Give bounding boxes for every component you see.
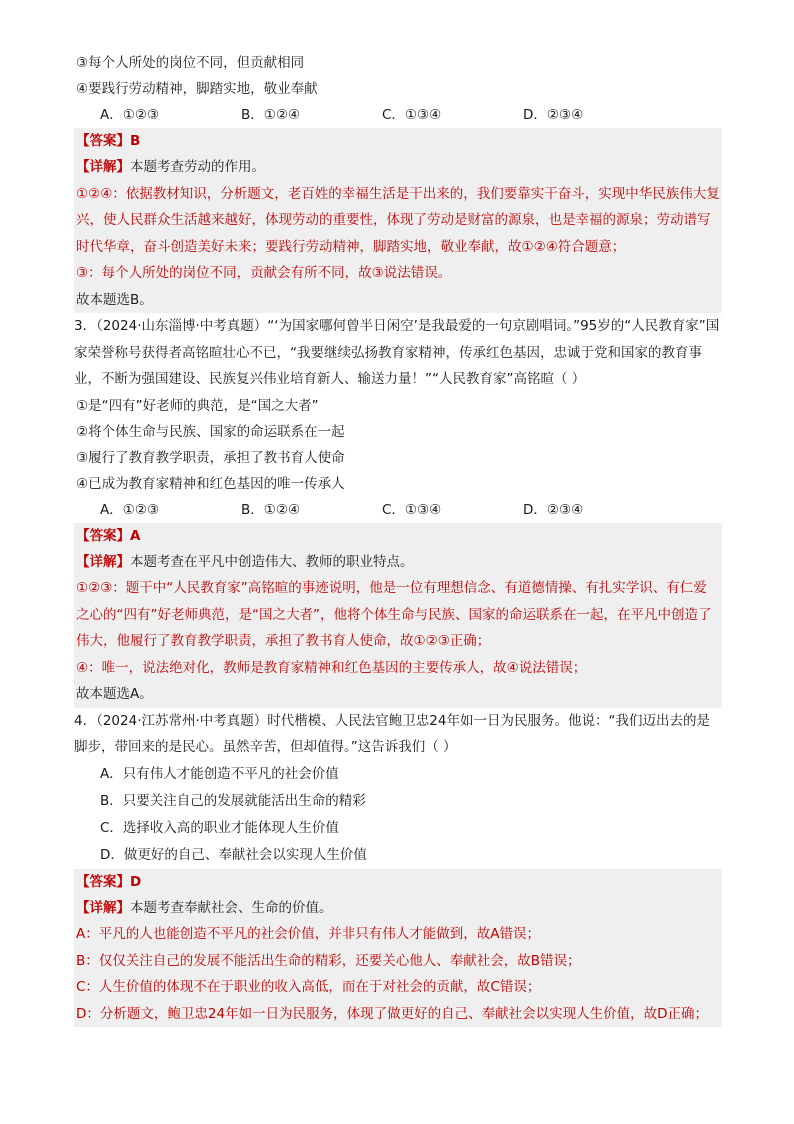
q4-option-c: C．选择收入高的职业才能体现人生价值 — [100, 819, 339, 836]
content-area — [74, 50, 722, 1027]
q3-choice-b: B．①②④ — [241, 501, 301, 518]
q3-detail-text: 本题考查在平凡中创造伟大、教师的职业特点。 — [130, 553, 414, 570]
q4-explanation — [74, 895, 722, 1028]
q3-choices — [74, 497, 722, 523]
q4-option-d: D．做更好的自己、奉献社会以实现人生价值 — [100, 846, 367, 863]
q4-option-b: B．只要关注自己的发展就能活出生命的精彩 — [100, 792, 366, 809]
q2-answer: 【答案】B — [74, 128, 722, 154]
q3-choice-d: D．②③④ — [523, 501, 584, 518]
q4-analysis-b: B：仅仅关注自己的发展不能活出生命的精彩，还要关心他人、奉献社会，故B错误； — [76, 952, 581, 969]
q3-analysis-2: ④：唯一，说法绝对化，教师是教育家精神和红色基因的主要传承人，故④说法错误； — [76, 659, 587, 676]
q4-answer: 【答案】D — [74, 869, 722, 895]
q2-option-3: ③每个人所处的岗位不同，但贡献相同 — [76, 55, 305, 71]
q2-explanation — [74, 154, 722, 313]
q2-choices — [74, 102, 722, 128]
q3-answer: 【答案】A — [74, 523, 722, 549]
q4-stem: 4．（2024·江苏常州·中考真题）时代楷模、人民法官鲍卫忠24年如一日为民服务。他说：“我们迈出去的是脚步，带回来的是民心。虽然辛苦，但却值得。”这告诉我们（ ） — [74, 712, 710, 755]
q2-choice-a: A．①②③ — [100, 107, 160, 123]
q2-detail-label: 【详解】 — [76, 159, 130, 175]
q2-analysis-2: ③：每个人所处的岗位不同，贡献会有所不同，故③说法错误。 — [76, 265, 452, 281]
q4-option-a: A．只有伟人才能创造不平凡的社会价值 — [100, 765, 339, 782]
q2-option-4: ④要践行劳动精神，脚踏实地，敬业奉献 — [76, 81, 318, 97]
q3-conclusion: 故本题选A。 — [76, 686, 153, 702]
q3-stem: 3．（2024·山东淄博·中考真题）“‘为国家哪何曾半日闲空’是我最爱的一句京剧唱词。”95岁的“人民教育家”国家荣誉称号获得者高铭暄壮心不已，“我要继续弘扬教育家精神，传承红色基因，忠诚于党和国家的教育事业，不断为强国建设、民族复兴伟业培育新人、输送力量！”“人民教育家”高铭暄（ ） — [74, 318, 720, 387]
q2-conclusion: 故本题选B。 — [76, 291, 153, 308]
q4-analysis-d: D：分析题文，鲍卫忠24年如一日为民服务，体现了做更好的自己、奉献社会以实现人生价值，故D正确； — [76, 1005, 708, 1022]
q2-choice-d: D．②③④ — [523, 107, 584, 123]
q3-option-3: ③履行了教育教学职责，承担了教书育人使命 — [76, 449, 345, 466]
q3-option-1: ①是“四有”好老师的典范，是“国之大者” — [76, 397, 319, 414]
q2-choice-c: C．①③④ — [382, 107, 442, 123]
q4-detail-label: 【详解】 — [76, 899, 130, 916]
q3-option-4: ④已成为教育家精神和红色基因的唯一传承人 — [76, 475, 345, 492]
q3-choice-c: C．①③④ — [382, 501, 442, 518]
q4-detail-text: 本题考查奉献社会、生命的价值。 — [130, 899, 333, 916]
q3-option-2: ②将个体生命与民族、国家的命运联系在一起 — [76, 423, 345, 440]
q4-analysis-c: C：人生价值的体现不在于职业的收入高低，而在于对社会的贡献，故C错误； — [76, 979, 541, 995]
q2-detail-text: 本题考查劳动的作用。 — [130, 159, 265, 175]
q4-analysis-a: A：平凡的人也能创造不平凡的社会价值，并非只有伟人才能做到，故A错误； — [76, 926, 540, 942]
q3-explanation — [74, 549, 722, 708]
q3-analysis-1: ①②③：题干中“人民教育家”高铭暄的事迹说明，他是一位有理想信念、有道德情操、有扎实学识、有仁爱之心的“四有”好老师典范，是“国之大者”，他将个体生命与民族、国家的命运联系在一起，在平凡中创造了伟大，他履行了教育教学职责，承担了教书育人使命，故①②③正确； — [76, 580, 712, 649]
q3-choice-a: A．①②③ — [100, 501, 160, 518]
q2-analysis-1: ①②④：依据教材知识，分析题文，老百姓的幸福生活是干出来的，我们要靠实干奋斗，实现中华民族伟大复兴，使人民群众生活越来越好，体现劳动的重要性，体现了劳动是财富的源泉，也是幸福的源泉；劳动谱写时代华章，奋斗创造美好未来；要践行劳动精神，脚踏实地，敬业奉献，故①②④符合题意； — [76, 185, 720, 255]
q4-detail — [76, 895, 720, 922]
q2-choice-b: B．①②④ — [241, 107, 301, 123]
q2-detail — [76, 154, 720, 181]
q3-detail — [76, 549, 720, 576]
q3-detail-label: 【详解】 — [76, 553, 130, 570]
